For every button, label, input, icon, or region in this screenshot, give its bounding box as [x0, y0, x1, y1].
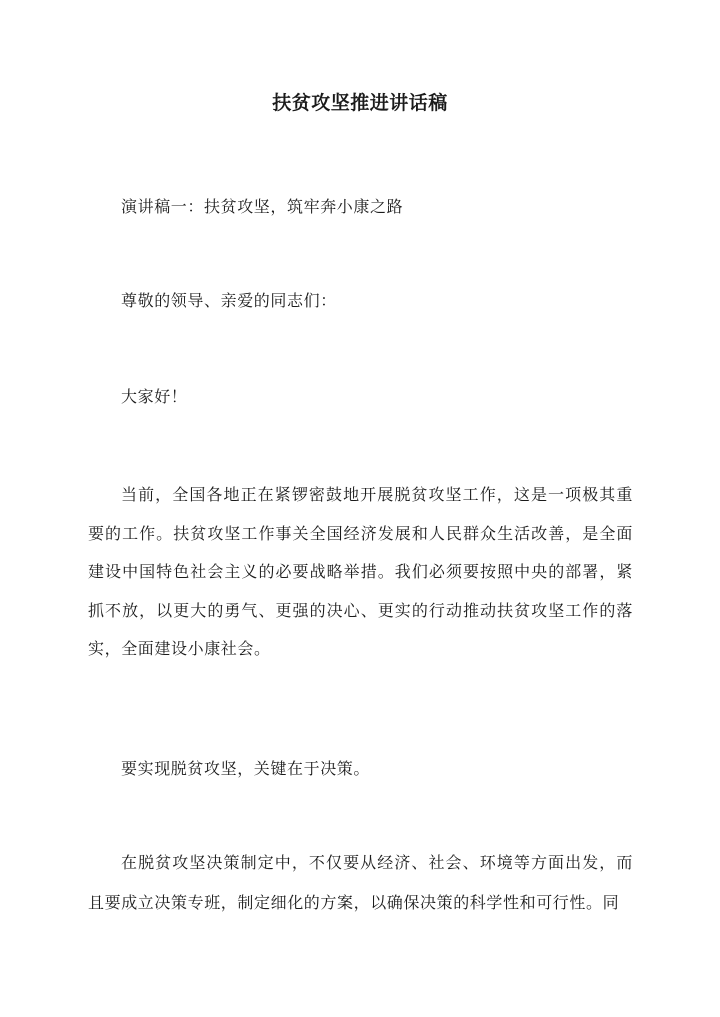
body-paragraph: 要实现脱贫攻坚，关键在于决策。	[121, 759, 371, 778]
document-title: 扶贫攻坚推进讲话稿	[272, 92, 448, 114]
body-paragraph: 在脱贫攻坚决策制定中，不仅要从经济、社会、环境等方面出发，而且要成立决策专班，制定细化的方案，以确保决策的科学性和可行性。同	[88, 853, 633, 912]
body-paragraph: 当前，全国各地正在紧锣密鼓地开展脱贫攻坚工作，这是一项极其重要的工作。扶贫攻坚工作事关全国经济发展和人民群众生活改善，是全面建设中国特色社会主义的必要战略举措。我们必须要按照中央的部署，紧抓不放，以更大的勇气、更强的决心、更实的行动推动扶贫攻坚工作的落实，全面建设小康社会。	[88, 485, 633, 658]
salutation: 尊敬的领导、亲爱的同志们：	[121, 291, 337, 310]
speech-subtitle: 演讲稿一：扶贫攻坚，筑牢奔小康之路	[121, 197, 404, 216]
greeting: 大家好！	[121, 387, 188, 406]
